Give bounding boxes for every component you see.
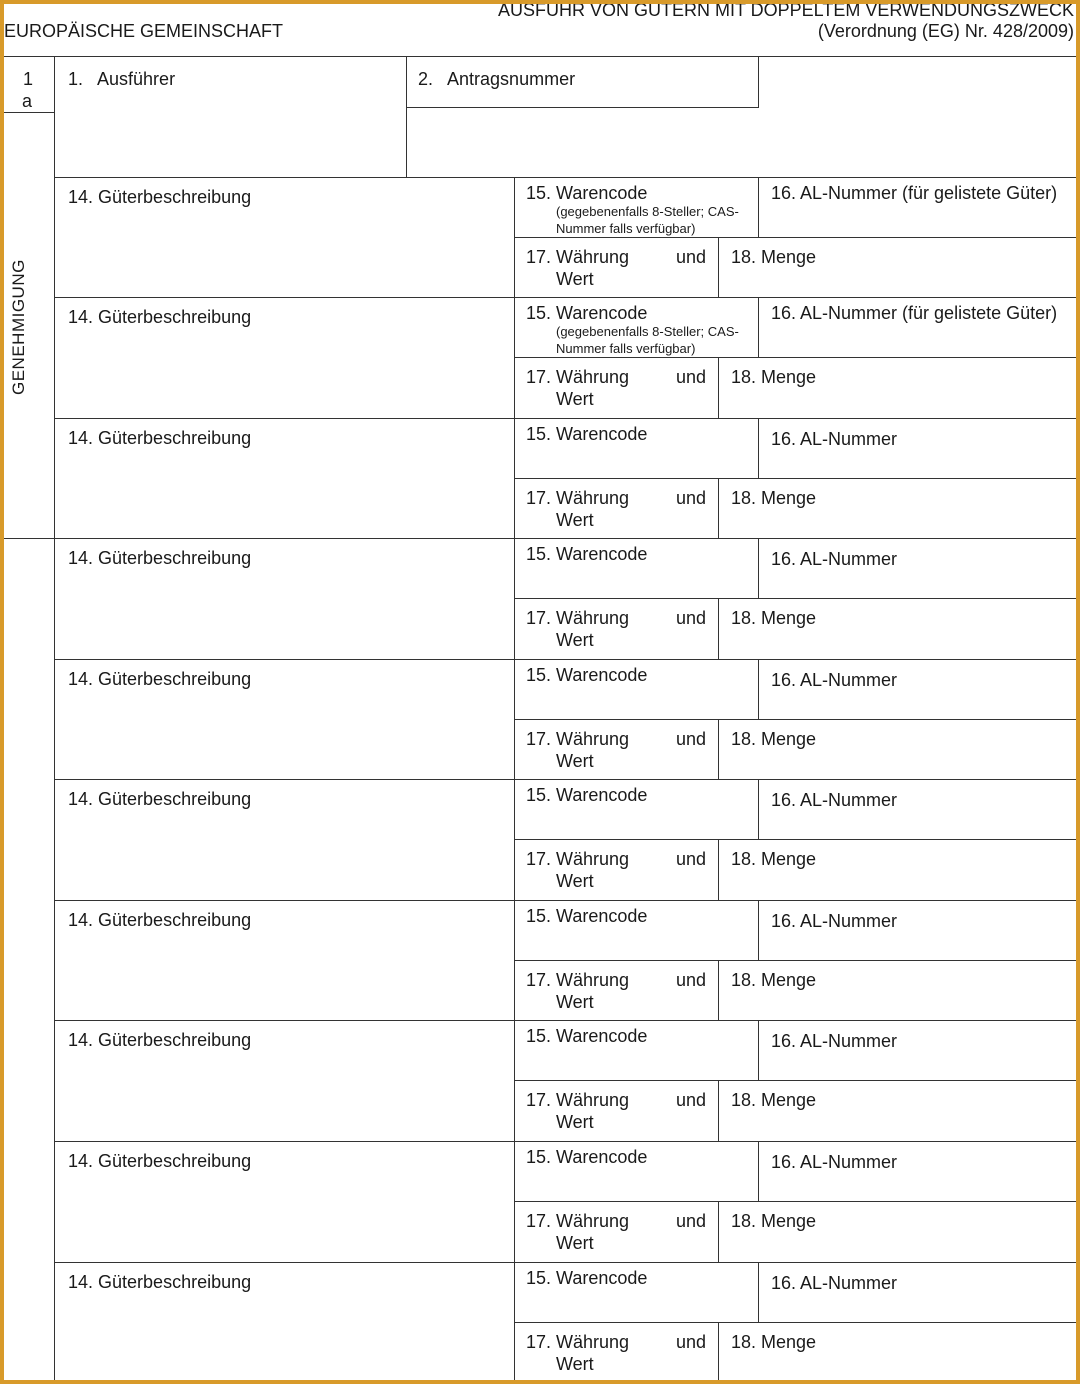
goods-description-label: 14. Güterbeschreibung <box>68 910 252 930</box>
goods-code-label: 15. Warencode <box>526 1147 648 1167</box>
currency-und-label: und <box>676 1332 707 1352</box>
form-title: AUSFUHR VON GÜTERN MIT DOPPELTEM VERWENDUNGSZWECK <box>497 0 1074 20</box>
value-label: Wert <box>556 1112 594 1132</box>
currency-label: 17. Währung <box>526 608 630 628</box>
goods-description-label: 14. Güterbeschreibung <box>68 187 252 207</box>
goods-description-label: 14. Güterbeschreibung <box>68 548 252 568</box>
goods-code-note: Nummer falls verfügbar) <box>556 221 696 236</box>
al-number-label: 16. AL-Nummer <box>771 549 898 569</box>
currency-label: 17. Währung <box>526 367 630 387</box>
regulation-label: (Verordnung (EG) Nr. 428/2009) <box>817 21 1074 41</box>
goods-code-note: Nummer falls verfügbar) <box>556 341 696 356</box>
goods-description-label: 14. Güterbeschreibung <box>68 307 252 327</box>
currency-label: 17. Währung <box>526 247 630 267</box>
quantity-label: 18. Menge <box>731 729 817 749</box>
currency-und-label: und <box>676 1090 707 1110</box>
value-label: Wert <box>556 1233 594 1253</box>
goods-description-label: 14. Güterbeschreibung <box>68 1151 252 1171</box>
quantity-label: 18. Menge <box>731 1332 817 1352</box>
value-label: Wert <box>556 992 594 1012</box>
currency-und-label: und <box>676 367 707 387</box>
goods-description-label: 14. Güterbeschreibung <box>68 1030 252 1050</box>
exporter-label: 1. Ausführer <box>68 69 176 89</box>
goods-code-label: 15. Warencode <box>526 424 648 444</box>
value-label: Wert <box>556 751 594 771</box>
application-right-rule <box>758 56 759 107</box>
al-number-label: 16. AL-Nummer <box>771 911 898 931</box>
currency-label: 17. Währung <box>526 970 630 990</box>
al-number-label: 16. AL-Nummer <box>771 429 898 449</box>
value-label: Wert <box>556 269 594 289</box>
currency-label: 17. Währung <box>526 1211 630 1231</box>
value-label: Wert <box>556 389 594 409</box>
goods-code-label: 15. Warencode <box>526 665 648 685</box>
goods-code-label: 15. Warencode <box>526 1026 648 1046</box>
al-number-label: 16. AL-Nummer <box>771 790 898 810</box>
application-bottom-rule <box>406 107 759 108</box>
currency-und-label: und <box>676 849 707 869</box>
quantity-label: 18. Menge <box>731 488 817 508</box>
goods-description-label: 14. Güterbeschreibung <box>68 1272 252 1292</box>
currency-und-label: und <box>676 729 707 749</box>
quantity-label: 18. Menge <box>731 1090 817 1110</box>
value-label: Wert <box>556 510 594 530</box>
box-number-rule <box>4 112 54 113</box>
goods-description-label: 14. Güterbeschreibung <box>68 669 252 689</box>
currency-und-label: und <box>676 970 707 990</box>
side-section-rule <box>4 538 54 539</box>
currency-label: 17. Währung <box>526 1332 630 1352</box>
exporter-right-rule <box>406 56 407 177</box>
al-number-label: 16. AL-Nummer <box>771 670 898 690</box>
goods-code-label: 15. Warencode <box>526 1268 648 1288</box>
value-label: Wert <box>556 871 594 891</box>
quantity-label: 18. Menge <box>731 608 817 628</box>
goods-code-label: 15. Warencode <box>526 544 648 564</box>
quantity-label: 18. Menge <box>731 849 817 869</box>
goods-description-label: 14. Güterbeschreibung <box>68 428 252 448</box>
al-number-label: 16. AL-Nummer <box>771 1152 898 1172</box>
authorisation-vertical-label: GENEHMIGUNG <box>9 259 28 395</box>
quantity-label: 18. Menge <box>731 247 817 267</box>
currency-und-label: und <box>676 608 707 628</box>
currency-und-label: und <box>676 488 707 508</box>
al-number-label: 16. AL-Nummer (für gelistete Güter) <box>771 183 1058 203</box>
goods-code-note: (gegebenenfalls 8-Steller; CAS- <box>556 324 739 339</box>
goods-code-label: 15. Warencode <box>526 785 648 805</box>
currency-label: 17. Währung <box>526 849 630 869</box>
currency-und-label: und <box>676 247 707 267</box>
quantity-label: 18. Menge <box>731 1211 817 1231</box>
goods-code-note: (gegebenenfalls 8-Steller; CAS- <box>556 204 739 219</box>
box-letter: a <box>22 91 33 111</box>
value-label: Wert <box>556 1354 594 1374</box>
quantity-label: 18. Menge <box>731 367 817 387</box>
goods-description-label: 14. Güterbeschreibung <box>68 789 252 809</box>
al-number-label: 16. AL-Nummer <box>771 1273 898 1293</box>
application-number-label: 2. Antragsnummer <box>418 69 576 89</box>
currency-label: 17. Währung <box>526 1090 630 1110</box>
currency-label: 17. Währung <box>526 488 630 508</box>
goods-code-label: 15. Warencode <box>526 303 648 323</box>
box-number: 1 <box>23 69 34 89</box>
value-label: Wert <box>556 630 594 650</box>
al-number-label: 16. AL-Nummer <box>771 1031 898 1051</box>
currency-und-label: und <box>676 1211 707 1231</box>
goods-code-label: 15. Warencode <box>526 906 648 926</box>
goods-code-label: 15. Warencode <box>526 183 648 203</box>
currency-label: 17. Währung <box>526 729 630 749</box>
community-label: EUROPÄISCHE GEMEINSCHAFT <box>4 21 284 41</box>
quantity-label: 18. Menge <box>731 970 817 990</box>
al-number-label: 16. AL-Nummer (für gelistete Güter) <box>771 303 1058 323</box>
